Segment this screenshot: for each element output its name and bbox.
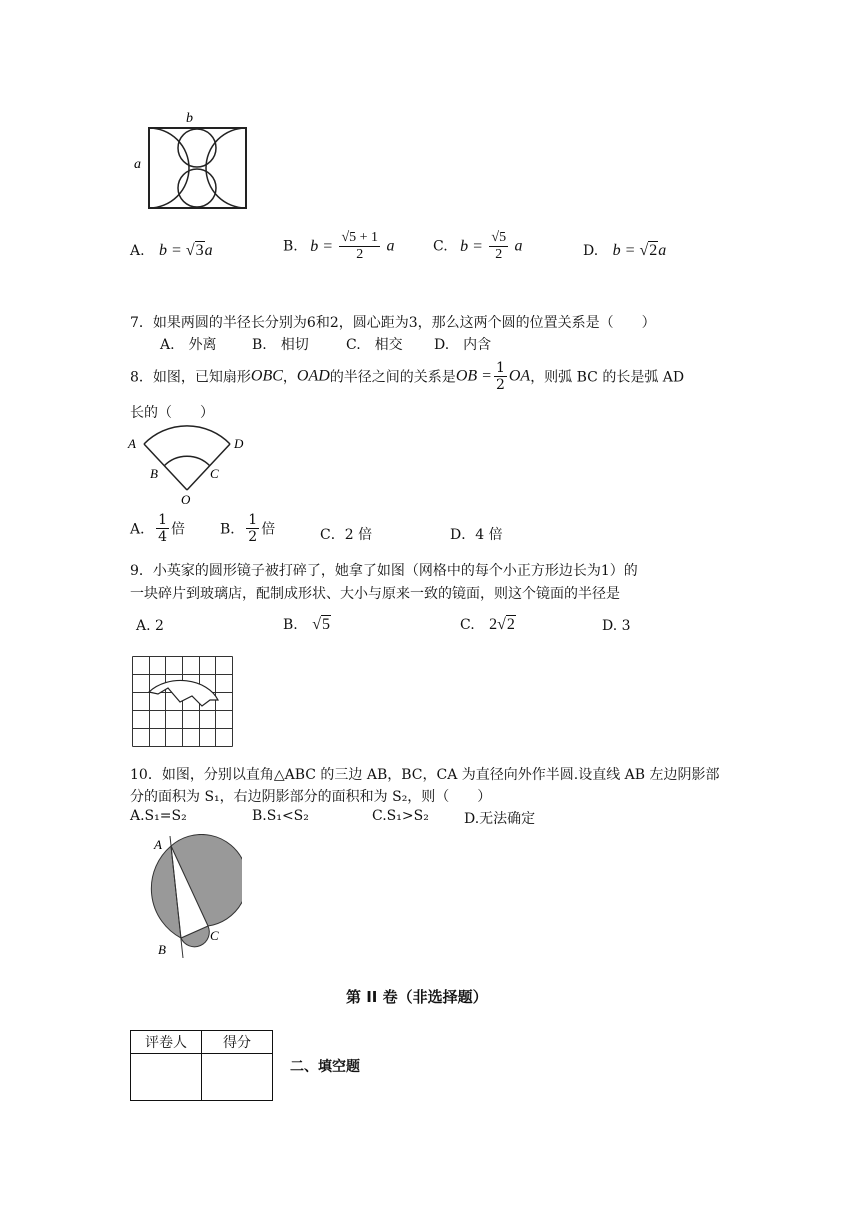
q10-stem-line2: 分的面积为 S₁，右边阴影部分的面积和为 S₂，则（ ） bbox=[130, 789, 492, 805]
q10-option-b: B.S₁<S₂ bbox=[252, 808, 309, 824]
q7-option-a: A. 外离 bbox=[160, 337, 217, 353]
q9-option-a: A. 2 bbox=[136, 618, 164, 634]
q10-label-a: A bbox=[154, 837, 162, 852]
q10-option-d: D.无法确定 bbox=[464, 811, 536, 827]
score-table-header-score: 得分 bbox=[202, 1031, 273, 1054]
q9-stem-line2: 一块碎片到玻璃店，配制成形状、大小与原来一致的镜面，则这个镜面的半径是 bbox=[130, 586, 620, 602]
q8-option-c: C．2 倍 bbox=[320, 527, 373, 543]
q9-option-d: D. 3 bbox=[602, 618, 631, 634]
q7-option-d: D. 内含 bbox=[434, 337, 492, 353]
q10-label-c: C bbox=[210, 928, 219, 943]
q8-label-d: D bbox=[234, 436, 244, 451]
q8-label-b: B bbox=[150, 466, 158, 481]
score-table-header-grader: 评卷人 bbox=[131, 1031, 202, 1054]
q6-figure bbox=[128, 108, 253, 214]
q8-stem: 8．如图，已知扇形OBC，OAD的半径之间的关系是OB = $\frac{1}{2}$ OA，则弧 BC 的长是弧 AD bbox=[130, 360, 685, 393]
q9-option-b: B. √5 bbox=[283, 616, 330, 633]
q6-option-d: D. b = √2a bbox=[583, 242, 667, 259]
section-title: 第 II 卷（非选择题） bbox=[346, 988, 488, 1006]
part-title: 二、填空题 bbox=[290, 1059, 360, 1075]
score-table-cell-grader[interactable] bbox=[131, 1054, 202, 1101]
q8-option-b: B． $\frac{1}{2}$ 倍 bbox=[220, 512, 276, 545]
q7-option-c: C. 相交 bbox=[346, 337, 403, 353]
q10-stem-line1: 10．如图，分别以直角△ABC 的三边 AB，BC，CA 为直径向外作半圆.设直线 AB 左边阴影部 bbox=[130, 767, 720, 783]
q8-label-c: C bbox=[210, 466, 219, 481]
q8-stem-line2: 长的（ ） bbox=[130, 405, 214, 421]
q10-label-b: B bbox=[158, 942, 166, 957]
q8-label-a: A bbox=[128, 436, 136, 451]
q8-label-o: O bbox=[181, 492, 191, 507]
q10-option-c: C.S₁>S₂ bbox=[372, 808, 429, 824]
q10-option-a: A.S₁=S₂ bbox=[130, 808, 187, 824]
score-table bbox=[130, 1030, 273, 1101]
q8-figure bbox=[126, 418, 256, 508]
score-table-cell-score[interactable] bbox=[202, 1054, 273, 1101]
q6-option-a: A. b = √3a bbox=[130, 242, 213, 259]
q7-option-b: B. 相切 bbox=[252, 337, 309, 353]
q6-option-c: C. b = $\frac{√5}{2}$ a bbox=[433, 230, 523, 262]
q7-stem: 7．如果两圆的半径长分别为6和2，圆心距为3，那么这两个圆的位置关系是（ ） bbox=[130, 315, 656, 331]
q8-option-d: D．4 倍 bbox=[450, 527, 503, 543]
q6-label-b: b bbox=[186, 111, 193, 126]
q9-option-c: C. 2√2 bbox=[460, 616, 515, 633]
q9-stem-line1: 9．小英家的圆形镜子被打碎了，她拿了如图（网格中的每个小正方形边长为1）的 bbox=[130, 563, 638, 579]
q6-label-a: a bbox=[134, 157, 141, 172]
q9-grid-figure bbox=[132, 656, 234, 748]
q8-option-a: A． $\frac{1}{4}$ 倍 bbox=[130, 512, 186, 545]
q10-figure bbox=[126, 834, 242, 960]
q6-option-b: B. b = $\frac{√5 + 1}{2}$ a bbox=[283, 230, 395, 262]
